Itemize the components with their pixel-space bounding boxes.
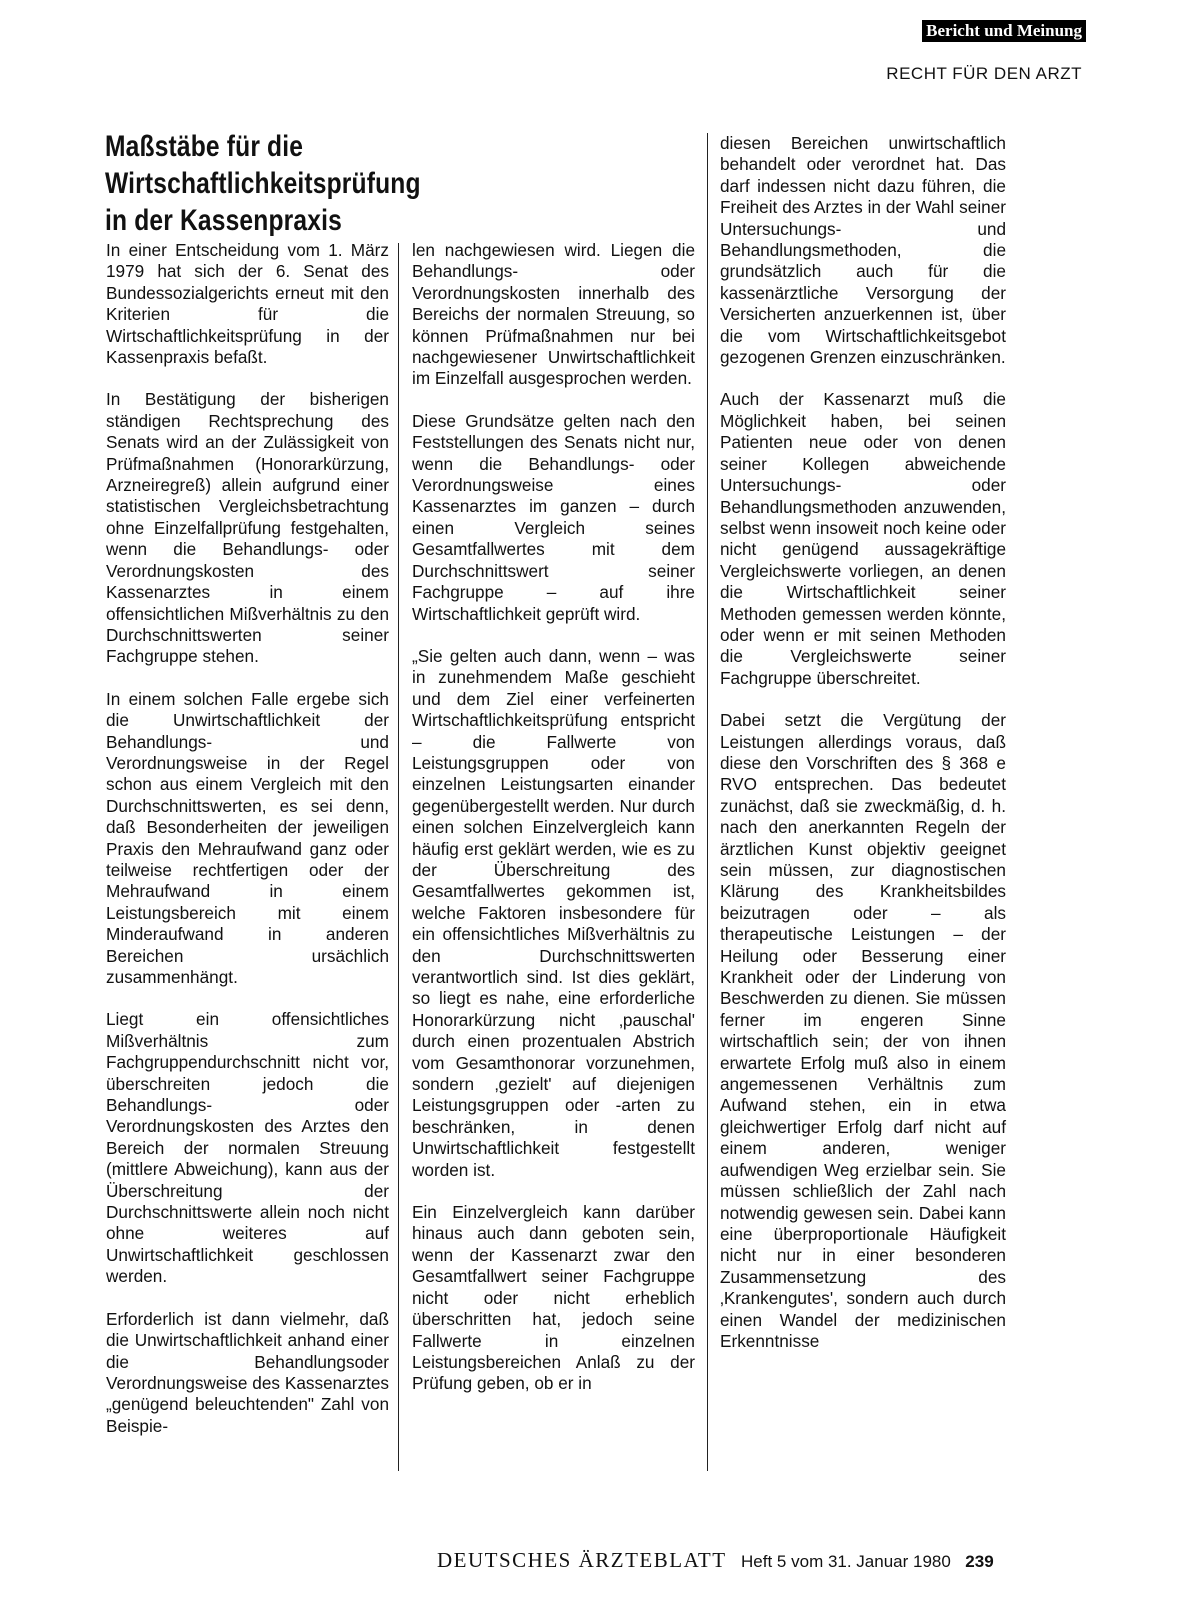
paragraph: Dabei setzt die Vergütung der Leistungen allerdings voraus, daß diese den Vorschriften des § 368 e RVO entsprechen. Das bedeutet zunächst, daß sie zweckmäßig, d. h. nach den anerkannten Regeln der ärztlichen Kunst objektiv geeignet sein müssen, zur diagnostischen Klärung des Krankheitsbildes beizutragen oder – als therapeutische Leistungen – der Heilung oder Besserung einer Krankheit oder der Linderung von Beschwerden zu dienen. Sie müssen ferner im engeren Sinne wirtschaftlich sein; der von ihnen erwartete Erfolg muß also in einem angemessenen Verhältnis zum Aufwand stehen, ein in etwa gleichwertiger Erfolg darf nicht auf einem anderen, weniger aufwendigen Weg erzielbar sein. Sie müssen schließlich der Zahl nach notwendig gewesen sein. Dabei kann eine überproportionale Häufigkeit nicht nur in einer besonderen Zusammensetzung des ‚Krankengutes', sondern auch durch einen Wandel der medizinischen Erkenntnisse [720, 710, 1006, 1351]
issue-info: Heft 5 vom 31. Januar 1980 [741, 1552, 951, 1571]
paragraph: diesen Bereichen unwirtschaftlich behandelt oder verordnet hat. Das darf indessen nicht dazu führen, die Freiheit des Arztes in der Wahl seiner Untersuchungs- und Behandlungsmethoden, die grundsätzlich auch für die kassenärztliche Versorgung der Versicherten anzuerkennen ist, über die vom Wirtschaftlichkeitsgebot gezogenen Grenzen einzuschränken. [720, 133, 1006, 368]
page-number: 239 [965, 1552, 994, 1571]
paragraph: In Bestätigung der bisherigen ständigen Rechtsprechung des Senats wird an der Zulässigkeit von Prüfmaßnahmen (Honorarkürzung, Arzneiregreß) allein aufgrund einer statistischen Vergleichsbetrachtung ohne Einzelfallprüfung festgehalten, wenn die Behandlungs- oder Verordnungskosten des Kassenarztes in einem offensichtlichen Mißverhältnis zu den Durchschnittswerten seiner Fachgruppe stehen. [106, 389, 389, 667]
section-badge: Bericht und Meinung [922, 20, 1086, 42]
column-divider [398, 243, 399, 1471]
paragraph: Erforderlich ist dann vielmehr, daß die Unwirtschaftlichkeit anhand einer die Behandlungsoder Verordnungsweise des Kassenarztes „genügend beleuchtenden" Zahl von Beispie- [106, 1308, 389, 1436]
paragraph: Ein Einzelvergleich kann darüber hinaus auch dann geboten sein, wenn der Kassenarzt zwar den Gesamtfallwert seiner Fachgruppe nicht oder nicht erheblich überschritten hat, jedoch seine Fallwerte in einzelnen Leistungsbereichen Anlaß zu der Prüfung geben, ob er in [412, 1202, 695, 1394]
article-title-line-2: in der Kassenpraxis [105, 204, 342, 237]
text-column-2 [412, 240, 695, 1416]
journal-name: DEUTSCHES ÄRZTEBLATT [437, 1548, 727, 1572]
paragraph: len nachgewiesen wird. Liegen die Behandlungs- oder Verordnungskosten innerhalb des Bereichs der normalen Streuung, so können Prüfmaßnahmen nur bei nachgewiesener Unwirtschaftlichkeit im Einzelfall ausgesprochen werden. [412, 240, 695, 389]
page-footer [437, 1548, 994, 1573]
text-column-1 [106, 240, 389, 1458]
paragraph: „Sie gelten auch dann, wenn – was in zunehmendem Maße geschieht und dem Ziel einer verfeinerten Wirtschaftlichkeitsprüfung entspricht – die Fallwerte von Leistungsgruppen oder von einzelnen Leistungsarten einander gegenübergestellt werden. Nur durch einen solchen Einzelvergleich kann häufig erst geklärt werden, wie es zu der Überschreitung des Gesamtfallwertes gekommen ist, welche Faktoren insbesondere für ein offensichtliches Mißverhältnis zu den Durchschnittswerten verantwortlich sind. Ist dies geklärt, so liegt es nahe, eine erforderliche Honorarkürzung nicht ‚pauschal' durch einen prozentualen Abstrich vom Gesamthonorar vorzunehmen, sondern ‚gezielt' auf diejenigen Leistungsgruppen oder -arten zu beschränken, in denen Unwirtschaftlichkeit festgestellt worden ist. [412, 645, 695, 1180]
paragraph: Liegt ein offensichtliches Mißverhältnis zum Fachgruppendurchschnitt nicht vor, überschreiten jedoch die Behandlungs- oder Verordnungskosten des Arztes den Bereich der normalen Streuung (mittlere Abweichung), kann aus der Überschreitung der Durchschnittswerte allein noch nicht ohne weiteres auf Unwirtschaftlichkeit geschlossen werden. [106, 1009, 389, 1287]
article-title [105, 128, 613, 239]
article-title-line-1: Maßstäbe für die Wirtschaftlichkeitsprüfung [105, 130, 421, 200]
column-divider [707, 133, 708, 1471]
paragraph: In einem solchen Falle ergebe sich die Unwirtschaftlichkeit der Behandlungs- und Verordnungsweise in der Regel schon aus einem Vergleich mit den Durchschnittswerten, es sei denn, daß Besonderheiten der jeweiligen Praxis den Mehraufwand ganz oder teilweise rechtfertigen oder der Mehraufwand in einem Leistungsbereich mit einem Minderaufwand in anderen Bereichen ursächlich zusammenhängt. [106, 688, 389, 987]
text-column-3 [720, 133, 1006, 1373]
rubric-label: RECHT FÜR DEN ARZT [886, 64, 1082, 83]
paragraph: Auch der Kassenarzt muß die Möglichkeit haben, bei seinen Patienten neue oder von denen seiner Kollegen abweichende Untersuchungs- oder Behandlungsmethoden anzuwenden, selbst wenn insoweit noch keine oder nicht genügend aussagekräftige Vergleichswerte vorliegen, an denen die Wirtschaftlichkeit seiner Methoden gemessen werden könnte, oder wenn er mit seinen Methoden die Vergleichswerte seiner Fachgruppe überschreitet. [720, 389, 1006, 688]
paragraph: Diese Grundsätze gelten nach den Feststellungen des Senats nicht nur, wenn die Behandlungs- oder Verordnungsweise eines Kassenarztes im ganzen – durch einen Vergleich seines Gesamtfallwertes mit dem Durchschnittswert seiner Fachgruppe – auf ihre Wirtschaftlichkeit geprüft wird. [412, 410, 695, 624]
paragraph: In einer Entscheidung vom 1. März 1979 hat sich der 6. Senat des Bundessozialgerichts erneut mit den Kriterien für die Wirtschaftlichkeitsprüfung in der Kassenpraxis befaßt. [106, 240, 389, 368]
